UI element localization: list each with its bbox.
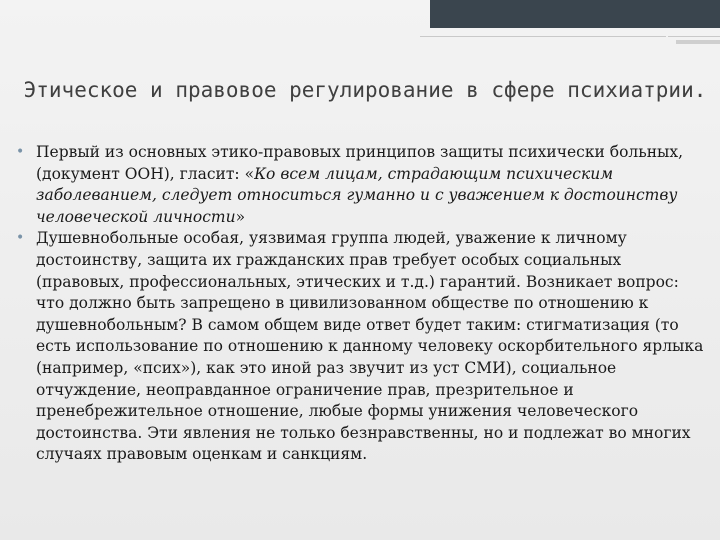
top-decor-line bbox=[420, 36, 666, 37]
bullet-1-end: » bbox=[235, 207, 246, 226]
bullet-icon: • bbox=[16, 230, 25, 247]
slide-title: Этическое и правовое регулирование в сфере психиатрии. bbox=[23, 78, 707, 102]
bullet-list bbox=[14, 142, 704, 466]
bullet-icon: • bbox=[16, 144, 25, 160]
bullet-item-1 bbox=[14, 142, 704, 228]
bullet-1-quote: Ко всем лицам, страдающим психическим заболеванием, следует относиться гуманно и с уважением к достоинству человеческой личности bbox=[36, 164, 678, 226]
corner-decor-mark bbox=[676, 40, 720, 44]
top-decor-line-right bbox=[668, 36, 720, 37]
bullet-2-text: Душевнобольные особая, уязвимая группа людей, уважение к личному достоинству, защита их гражданских прав требует особых социальных (правовых, профессиональных, этических и т.д.) гарантий. Возникает вопрос: что должно быть запрещено в цивилизованном обществе по отношению к душевнобольным? В самом общем виде ответ будет таким: стигматизация (то есть использование по отношению к данному человеку оскорбительного ярлыка (например, «псих»), как это иной раз звучит из уст СМИ), социальное отчуждение, неоправданное ограничение прав, презрительное и пренебрежительное отношение, любые формы унижения человеческого достоинства. Эти явления не только безнравственны, но и подлежат во многих случаях правовым оценкам и санкциям. bbox=[36, 229, 704, 464]
bullet-item-2 bbox=[14, 228, 704, 466]
top-decor-bar bbox=[430, 0, 720, 28]
bullet-1-text: Первый из основных этико-правовых принципов защиты психически больных, (документ ООН), гласит: « bbox=[36, 143, 684, 183]
